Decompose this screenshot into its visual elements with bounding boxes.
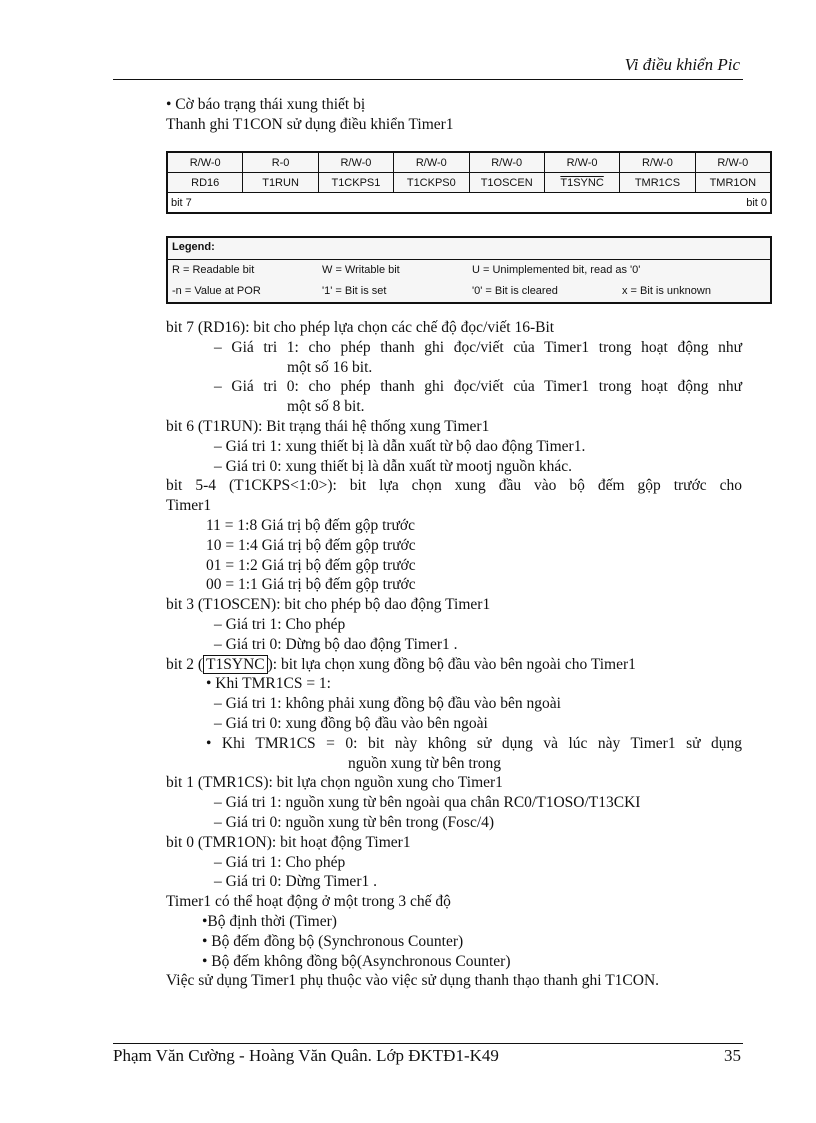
bit3-line: bit 3 (T1OSCEN): bit cho phép bộ dao động Timer1 [166, 596, 491, 614]
prescale-00: 00 = 1:1 Giá trị bộ đếm gộp trước [206, 576, 416, 594]
bit7-line: bit 7 (RD16): bit cho phép lựa chọn các chế độ đọc/viết 16-Bit [166, 319, 555, 336]
prescale-10: 10 = 1:4 Giá trị bộ đếm gộp trước [206, 536, 416, 554]
access-cell: R/W-0 [470, 153, 545, 172]
legend-set: '1' = Bit is set [322, 285, 387, 297]
access-cell: R-0 [243, 153, 318, 172]
legend-unimplemented: U = Unimplemented bit, read as '0' [472, 264, 641, 276]
bit1-value1: – Giá tri 1: nguồn xung từ bên ngoài qua chân RC0/T1OSO/T13CKI [214, 794, 641, 812]
bit-name-cell: TMR1ON [709, 176, 757, 189]
bit6-value1: – Giá tri 1: xung thiết bị là dẫn xuất từ bộ dao động Timer1. [214, 437, 586, 455]
legend-title: Legend: [172, 241, 215, 253]
bit-high-label: bit 7 [171, 196, 192, 209]
access-cell: R/W-0 [319, 153, 394, 172]
prescale-11: 11 = 1:8 Giá trị bộ đếm gộp trước [206, 516, 416, 534]
bit2-suffix: ): bit lựa chọn xung đồng bộ đầu vào bên ngoài cho Timer1 [267, 655, 636, 673]
legend-box [166, 236, 772, 304]
bit0-line: bit 0 (TMR1ON): bit hoạt động Timer1 [166, 833, 411, 851]
bit7-value0: – Giá tri 0: cho phép thanh ghi đọc/viết của Timer1 trong hoạt động như [214, 378, 742, 396]
bit2-prefix: bit 2 ( [166, 655, 204, 673]
legend-cleared: '0' = Bit is cleared [472, 285, 558, 297]
bit6-value0: – Giá tri 0: xung thiết bị là dẫn xuất từ mootj nguồn khác. [214, 457, 572, 475]
legend-unknown: x = Bit is unknown [622, 285, 711, 297]
final-line: Việc sử dụng Timer1 phụ thuộc vào việc sử dụng thanh thạo thanh ghi T1CON. [166, 972, 660, 990]
bit-name-cell: T1CKPS1 [319, 173, 394, 192]
bit2-case1-value1: – Giá tri 1: không phải xung đồng bộ đầu vào bên ngoài [214, 695, 561, 713]
bit2-case0-cont: nguồn xung từ bên trong [348, 754, 502, 772]
bit-name-row [168, 173, 770, 193]
access-cell: R/W-0 [168, 153, 243, 172]
t1con-register-table [166, 151, 772, 214]
bit7-value1-cont: một số 16 bit. [287, 358, 373, 376]
page-number: 35 [724, 1046, 741, 1065]
footer-rule [113, 1043, 743, 1044]
access-cell: R/W-0 [545, 153, 620, 172]
bit0-value1: – Giá tri 1: Cho phép [214, 853, 346, 871]
bit-name-cell: T1SYNC [545, 173, 620, 192]
bit7-value0-cont: một số 8 bit. [287, 398, 365, 416]
bit-name-cell: RD16 [168, 173, 243, 192]
intro [166, 95, 742, 135]
bit2-line [166, 655, 742, 675]
bit7-value1: – Giá tri 1: cho phép thanh ghi đọc/viết của Timer1 trong hoạt động như [214, 338, 742, 356]
header-rule [113, 79, 743, 80]
legend-divider [168, 259, 770, 260]
mode-sync-counter: • Bộ đếm đồng bộ (Synchronous Counter) [202, 932, 464, 950]
bit2-case1-value0: – Giá tri 0: xung đồng bộ đầu vào bên ngoài [214, 714, 488, 732]
bit6-line: bit 6 (T1RUN): Bit trạng thái hệ thống xung Timer1 [166, 417, 490, 435]
legend-writable: W = Writable bit [322, 264, 400, 276]
footer-authors: Phạm Văn Cường - Hoàng Văn Quân. Lớp ĐKTĐ1-K49 [113, 1046, 499, 1065]
bit-descriptions [166, 318, 742, 991]
bit1-value0: – Giá tri 0: nguồn xung từ bên trong (Fosc/4) [214, 813, 495, 831]
bit3-value0: – Giá tri 0: Dừng bộ dao động Timer1 . [214, 635, 458, 653]
bit1-line: bit 1 (TMR1CS): bit lựa chọn nguồn xung cho Timer1 [166, 774, 503, 792]
bit54-line: bit 5-4 (T1CKPS<1:0>): bit lựa chọn xung đầu vào bộ đếm gộp trước cho [166, 477, 742, 495]
prescale-01: 01 = 1:2 Giá trị bộ đếm gộp trước [206, 556, 416, 574]
legend-readable: R = Readable bit [172, 264, 255, 276]
legend-row [172, 285, 766, 301]
access-cell: R/W-0 [717, 156, 749, 169]
bit-index-row [168, 193, 770, 212]
bit-name-cell: TMR1CS [620, 173, 695, 192]
bit-name-cell: T1RUN [243, 173, 318, 192]
modes-line: Timer1 có thể hoạt động ở một trong 3 chế độ [166, 893, 451, 911]
bit2-case1: • Khi TMR1CS = 1: [206, 675, 331, 693]
access-cell: R/W-0 [394, 153, 469, 172]
bit3-value1: – Giá tri 1: Cho phép [214, 615, 346, 633]
bit2-case0: • Khi TMR1CS = 0: bit này không sử dụng và lúc này Timer1 sử dụng [206, 734, 742, 752]
t1sync-signal: T1SYNC [203, 655, 268, 674]
bit0-value0: – Giá tri 0: Dừng Timer1 . [214, 873, 377, 891]
intro-bullet: • Cờ báo trạng thái xung thiết bị [166, 96, 366, 113]
access-row [168, 153, 770, 173]
page-header-title: Vi điều khiển Pic [624, 55, 740, 74]
bit-name-cell: T1CKPS0 [394, 173, 469, 192]
mode-async-counter: • Bộ đếm không đồng bộ(Asynchronous Counter) [202, 952, 511, 970]
mode-timer: •Bộ định thời (Timer) [202, 912, 337, 930]
access-cell: R/W-0 [620, 153, 695, 172]
legend-row [172, 264, 766, 280]
bit-low-label: bit 0 [746, 196, 767, 209]
intro-line: Thanh ghi T1CON sử dụng điều khiển Timer1 [166, 115, 454, 133]
bit54-cont: Timer1 [166, 497, 212, 515]
legend-por: -n = Value at POR [172, 285, 261, 297]
bit-name-cell: T1OSCEN [470, 173, 545, 192]
